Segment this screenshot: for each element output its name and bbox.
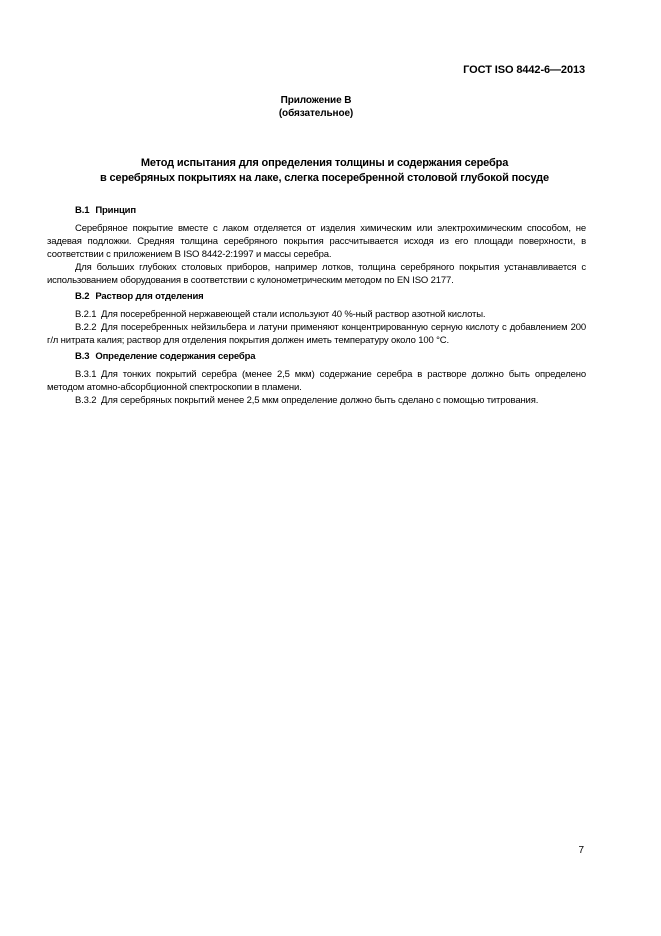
section-heading (47, 204, 586, 217)
annex-block (47, 94, 585, 120)
numbered-paragraph: В.3.2 Для серебряных покрытий менее 2,5 мкм определение должно быть сделано с помощью титрования. (75, 395, 539, 406)
document-title-line2: в серебряных покрытиях на лаке, слегка посеребренной столовой глубокой посуде (99, 172, 549, 184)
document-code: ГОСТ ISO 8442-6—2013 (463, 64, 585, 76)
paragraph: Серебряное покрытие вместе с лаком отделяется от изделия химическим или электрохимическим способом, не задевая подложки. Средняя толщина серебряного покрытия рассчитывается исходя из его площади поверхности, в соответствии с приложением В ISO 8442-2:1997 и массы серебра. (47, 223, 586, 260)
section-heading (47, 290, 586, 303)
annex-label: Приложение В (280, 95, 352, 106)
section-title: Определение содержания серебра (95, 351, 256, 362)
section-number: В.1 (75, 205, 90, 216)
numbered-paragraph: В.3.1 Для тонких покрытий серебра (менее 2,5 мкм) содержание серебра в растворе должно быть определено методом атомно-абсорбционной спектроскопии в пламени. (47, 369, 586, 393)
sections (47, 201, 586, 407)
paragraph: Для больших глубоких столовых приборов, например лотков, толщина серебряного покрытия устанавливается с использованием оборудования в соответствии с кулонометрическим методом по EN ISO 2177. (47, 262, 586, 286)
section-number: В.2 (75, 291, 90, 302)
page-number: 7 (578, 845, 584, 856)
document-title-line1: Метод испытания для определения толщины и содержания серебра (140, 157, 509, 169)
document-title (47, 156, 602, 186)
numbered-paragraph: В.2.1 Для посеребренной нержавеющей стали используют 40 %-ный раствор азотной кислоты. (75, 309, 486, 320)
annex-note: (обязательное) (278, 108, 354, 119)
section-title: Принцип (95, 205, 136, 216)
numbered-paragraph: В.2.2 Для посеребренных нейзильбера и латуни применяют концентрированную серную кислоту с добавлением 200 г/л нитрата калия; раствор для отделения покрытия должен иметь температуру около 100 °С. (47, 322, 586, 346)
section-title: Раствор для отделения (95, 291, 204, 302)
section-number: В.3 (75, 351, 90, 362)
section-heading (47, 350, 586, 363)
